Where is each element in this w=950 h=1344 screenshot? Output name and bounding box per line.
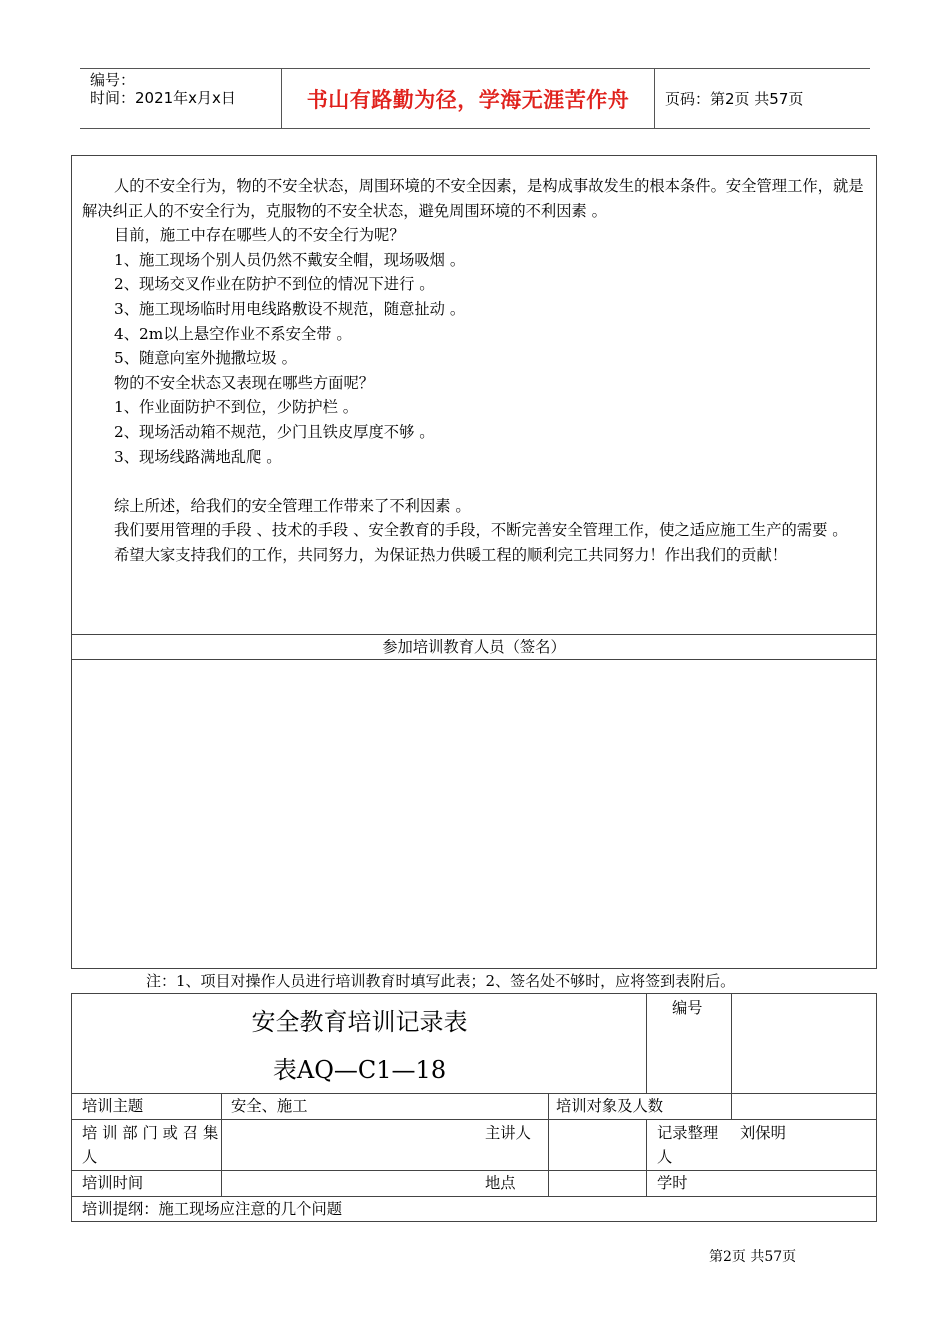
form-note: 注：1、项目对操作人员进行培训教育时填写此表；2、签名处不够时，应将签到表附后。 <box>146 972 736 990</box>
hours-field[interactable] <box>732 1171 876 1196</box>
content-paragraph: 2、现场交叉作业在防护不到位的情况下进行 。 <box>114 275 435 294</box>
topic-label: 培训主题 <box>82 1097 144 1115</box>
content-paragraph: 我们要用管理的手段 、技术的手段 、安全教育的手段，不断完善安全管理工作，使之适应施工生产的需要 。 <box>114 521 848 540</box>
content-paragraph: 3、施工现场临时用电线路敷设不规范，随意扯动 。 <box>114 299 466 318</box>
header-time-label: 时间：2021年x月x日 <box>90 89 236 107</box>
topic-value: 安全、施工 <box>231 1097 308 1115</box>
header-number-label: 编号： <box>90 71 136 89</box>
footer-page-number: 第2页 共57页 <box>709 1249 797 1265</box>
hours-label: 学时 <box>657 1174 688 1192</box>
audience-label: 培训对象及人数 <box>556 1097 664 1115</box>
page-header <box>80 68 870 129</box>
speaker-field[interactable] <box>549 1120 646 1170</box>
sign-header: 参加培训教育人员（签名） <box>72 634 876 660</box>
training-content-box <box>71 155 877 969</box>
place-field[interactable] <box>549 1171 646 1196</box>
dept-label-cont: 人 <box>82 1148 98 1166</box>
table-divider <box>646 1119 647 1196</box>
record-table-title: 安全教育培训记录表 <box>251 1008 468 1036</box>
header-meta <box>80 69 282 128</box>
content-paragraph: 1、施工现场个别人员仍然不戴安全帽，现场吸烟 。 <box>114 250 466 269</box>
number-label: 编号 <box>672 999 703 1017</box>
content-paragraph: 目前，施工中存在哪些人的不安全行为呢？ <box>114 226 405 245</box>
header-page-label: 页码：第2页 共57页 <box>665 90 804 108</box>
record-table <box>71 993 877 1222</box>
place-label: 地点 <box>485 1174 516 1192</box>
content-paragraph: 3、现场线路满地乱爬 。 <box>114 447 282 466</box>
audience-field[interactable] <box>732 1094 876 1119</box>
time-label: 培训时间 <box>82 1174 144 1192</box>
content-paragraph: 1、作业面防护不到位，少防护栏 。 <box>114 398 359 417</box>
signature-area[interactable] <box>72 660 876 968</box>
outline-text: 培训提纲：施工现场应注意的几个问题 <box>82 1200 343 1218</box>
content-paragraph: 2、现场活动箱不规范，少门且铁皮厚度不够 。 <box>114 422 435 441</box>
content-paragraph: 5、随意向室外抛撒垃圾 。 <box>114 349 297 368</box>
content-paragraph: 希望大家支持我们的工作，共同努力，为保证热力供暖工程的顺利完工共同努力！作出我们的贡献！ <box>114 545 788 564</box>
recorder-label-cont: 人 <box>657 1148 673 1166</box>
content-blank-line <box>82 469 872 494</box>
speaker-label: 主讲人 <box>485 1124 531 1142</box>
header-motto: 书山有路勤为径，学海无涯苦作舟 <box>282 69 655 128</box>
number-field[interactable] <box>732 994 876 1093</box>
training-content-text <box>82 174 872 568</box>
content-paragraph: 物的不安全状态又表现在哪些方面呢？ <box>114 373 375 392</box>
content-paragraph: 综上所述，给我们的安全管理工作带来了不利因素 。 <box>114 496 471 515</box>
recorder-label: 记录整理 <box>657 1124 719 1142</box>
content-paragraph: 人的不安全行为，物的不安全状态，周围环境的不安全因素，是构成事故发生的根本条件。安全管理工作，就是解决纠正人的不安全行为，克服物的不安全状态，避免周围环境的不利因素 。 <box>82 177 864 220</box>
recorder-value: 刘保明 <box>740 1124 786 1142</box>
dept-label: 培 训 部 门 或 召 集 <box>82 1124 219 1142</box>
content-paragraph: 4、2m以上悬空作业不系安全带 。 <box>114 324 352 343</box>
record-table-code: 表AQ—C1—18 <box>272 1056 447 1084</box>
